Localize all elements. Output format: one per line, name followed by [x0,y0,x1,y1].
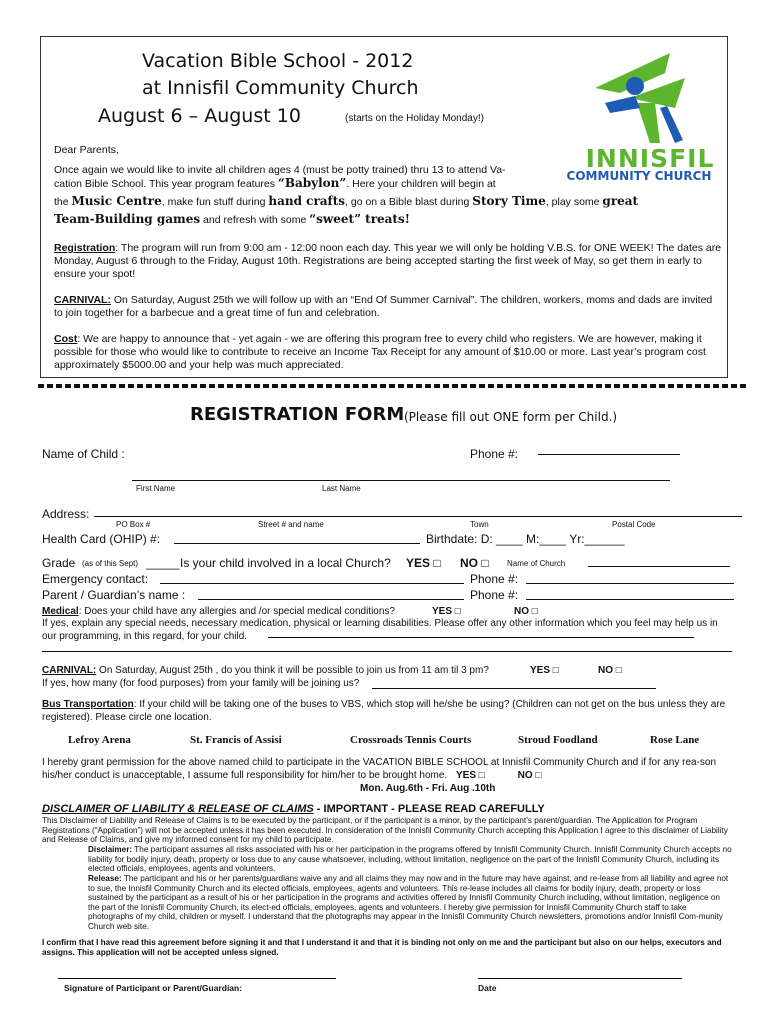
medical-no-checkbox[interactable]: NO □ [514,606,538,617]
carnival-yes-checkbox[interactable]: YES □ [530,665,559,676]
logo-line-1: INNISFIL [585,144,715,173]
health-card-label: Health Card (OHIP) #: [42,532,161,546]
church-yes-checkbox[interactable]: YES □ [406,556,441,570]
intro-paragraph: Once again we would like to invite all children ages 4 (must be potty trained) thru 13 to attend Va- cation Bible School. This year program features “Babylon”. Here your children will begin at [54,164,506,190]
title-line-3: August 6 – August 10 [98,105,301,127]
carnival-no-checkbox[interactable]: NO □ [598,665,622,676]
disclaimer-body: Disclaimer: The participant assumes all risks associated with his or her participation in the programs offered by Innisfil Community Church. Innisfil Community Church accepts no liability for bodily injury, death, property or loss due to any cause whatsoever, including, without limitation, negligence on the part of the Innisfil Community Church, including its elected officials, employees, agents and volunteers. [88,845,732,874]
title-line-2: at Innisfil Community Church [142,77,419,99]
logo-line-2: COMMUNITY CHURCH [566,169,712,183]
signature-input[interactable] [58,978,336,979]
parent-label: Parent / Guardian’s name : [42,588,186,602]
date-label: Date [478,983,497,993]
medical-explain: If yes, explain any special needs, necessary medication, physical or learning disabilities. Please offer any other information which you feel may help us in our programming, in this regard, for your child. [42,618,718,642]
logo-figure-icon [575,48,725,148]
bus-stop-lefroy[interactable]: Lefroy Arena [68,734,131,746]
town-caption: Town [470,520,489,529]
parent-input[interactable] [198,599,464,600]
parent-phone-label: Phone #: [470,588,519,602]
church-name-input[interactable] [588,566,730,567]
form-title: REGISTRATION FORM [190,404,405,425]
bus-stop-rose-lane[interactable]: Rose Lane [650,734,700,746]
carnival-question: CARNIVAL: On Saturday, August 25th , do you think it will be possible to join us from 11 am til 3 pm? [42,665,489,676]
health-card-input[interactable] [174,543,420,544]
date-input[interactable] [478,978,682,979]
carnival-count-question: If yes, how many (for food purposes) from your family will be joining us? [42,678,360,689]
church-no-checkbox[interactable]: NO □ [460,556,489,570]
bus-stop-st-francis[interactable]: St. Francis of Assisi [190,734,282,746]
medical-yes-checkbox[interactable]: YES □ [432,606,461,617]
grade-note: (as of this Sept) [82,559,139,568]
birthdate-field[interactable]: Birthdate: D: ____ M:____ Yr:______ [426,532,625,546]
disclaimer-intro: This Disclaimer of Liability and Release of Claims is to be executed by the participant, or if the participant is a minor, by the participant’s parent/guardian. The Application for Program Registrations (“Application”) will not be accepted unless it has been executed. In consideration of the Innisfil Community Church accepting this Application I agree to this disclaimer of Liability and Release of Claims, and give my informed consent for my child to participate. [42,816,728,845]
street-caption: Street # and name [258,520,324,529]
emergency-phone-input[interactable] [526,583,734,584]
medical-question: Medical: Does your child have any allergies and /or special medical conditions? [42,606,395,617]
intro-paragraph-3: Team-Building games and refresh with some “sweet” treats! [54,212,410,226]
permission-no-checkbox[interactable]: NO □ [517,769,542,781]
bus-stop-crossroads[interactable]: Crossroads Tennis Courts [350,734,472,746]
intro-paragraph-2: the Music Centre, make fun stuff during hand crafts, go on a Bible blast during Story Time, play some great [54,194,639,208]
bus-question: Bus Transportation: If your child will be taking one of the buses to VBS, which stop will he/she be using? (Children can not get on the bus unless they are registered). Please circle one location. [42,699,726,723]
cost-paragraph: Cost: We are happy to announce that - yet again - we are offering this program free to every child who registers. We are however, making it possible for those who would like to contribute to receive an Income Tax Receipt for any amount of $10.00 or more. Last year’s program cost approximately $5000.00 and your help was much appreciated. [54,333,706,371]
grade-input[interactable]: _____ [146,556,180,570]
emergency-phone-label: Phone #: [470,572,519,586]
medical-input-2[interactable] [42,651,732,652]
signature-label: Signature of Participant or Parent/Guardian: [64,983,243,993]
phone-input[interactable] [538,454,680,455]
permission-dates: Mon. Aug.6th - Fri. Aug .10th [360,783,496,794]
emergency-input[interactable] [160,583,464,584]
po-box-caption: PO Box # [116,520,151,529]
first-name-caption: First Name [136,484,176,493]
confirm-text: I confirm that I have read this agreement before signing it and that I understand it and that it is binding not only on me and the participant but also on our helps, executors and assigns. This application will not be accepted unless signed. [42,938,722,957]
address-input[interactable] [94,516,742,517]
child-name-label: Name of Child : [42,447,125,461]
church-name-caption: Name of Church [507,559,566,568]
postal-caption: Postal Code [612,520,656,529]
child-name-input[interactable] [132,480,670,481]
grade-label: Grade [42,556,76,570]
emergency-label: Emergency contact: [42,572,149,586]
phone-label: Phone #: [470,447,519,461]
church-logo [566,48,725,183]
theme-name: “Babylon” [277,176,347,190]
form-subtitle: (Please fill out ONE form per Child.) [404,410,618,424]
release-body: Release: The participant and his or her parents/guardians waive any and all claims they may now and in the future may have against, and re-lease from all liability and agree not to sue, the Innisfil Community Church and its elected officials, employees, agents and volunteers. This re-lease includes all claims for bodily injury, death, property or loss sustained by the participant as a result of his or her participation in the programs and activities offered by Innisfil Community Church including, without limitation, negligence on the part of the Innisfil Community Church, its elect-ed officials, employees, agents and volunteers. I hereby give permission for Innisfil Community Church staff to take photographs of my child, children or myself. I understand that the photographs may appear in the Innisfil Community Church newsletters, promotions and/or Innisfil Com-munity Church web site. [88,874,729,931]
permission-yes-checkbox[interactable]: YES □ [456,769,485,781]
medical-input[interactable] [268,637,694,638]
last-name-caption: Last Name [322,484,361,493]
parent-phone-input[interactable] [526,599,734,600]
carnival-count-input[interactable] [372,688,656,689]
greeting: Dear Parents, [54,144,119,156]
starts-note: (starts on the Holiday Monday!) [345,113,484,124]
registration-paragraph: Registration: The program will run from 9:00 am - 12:00 noon each day. This year we will only be holding V.B.S. for ONE WEEK! The dates are Monday, August 6 through to the Friday, August 10th. Registrations are being accepted starting the first week of May, so get them in early to ensure your spot! [54,242,722,280]
carnival-paragraph: CARNIVAL: On Saturday, August 25th we will follow up with an “End Of Summer Carnival”. The children, workers, moms and dads are invited to join together for a barbecue and a great time of fun and celebration. [54,294,713,319]
disclaimer-title: DISCLAIMER OF LIABILITY & RELEASE OF CLAIMS - IMPORTANT - PLEASE READ CAREFULLY [42,803,545,815]
permission-text: I hereby grant permission for the above named child to participate in the VACATION BIBLE SCHOOL at Innisfil Community Church and if for any rea-son his/her conduct is unacceptable, I assume full responsibility for him/her to be brought home. YES □ NO □ [42,757,717,781]
bus-stop-stroud[interactable]: Stroud Foodland [518,734,598,746]
address-label: Address: [42,507,90,521]
title-line-1: Vacation Bible School - 2012 [142,50,414,72]
church-question: Is your child involved in a local Church? [180,556,391,570]
cut-line [38,384,746,388]
